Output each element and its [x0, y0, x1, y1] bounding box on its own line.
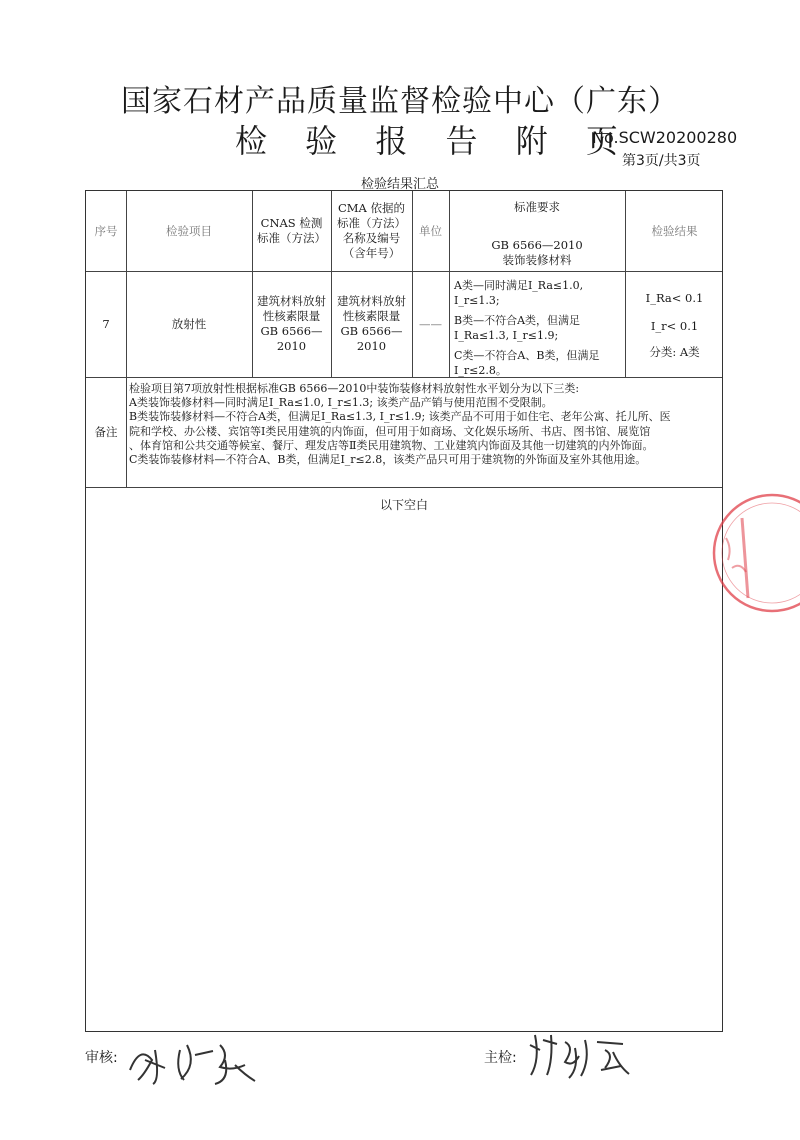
section-title: 检验结果汇总 — [360, 177, 439, 192]
institute-name: 国家石材产品质量监督检验中心（广东） — [121, 84, 679, 119]
row-unit: —— — [419, 316, 442, 331]
row-requirements — [454, 279, 622, 378]
requirement-c: C类—不符合A、B类，但满足I_r≤2.8。 — [454, 349, 600, 377]
header-standard-code: GB 6566—2010 — [491, 237, 583, 252]
row-seq: 7 — [102, 316, 110, 331]
blank-note: 以下空白 — [379, 498, 428, 512]
remarks-text — [129, 382, 719, 467]
remark-line: 检验项目第7项放射性根据标准GB 6566—2010中装饰装修材料放射性水平划分为以下三类: — [129, 382, 580, 395]
reviewer-signature — [125, 1030, 265, 1090]
remarks-divider — [86, 487, 722, 488]
page-title: 检 验 报 告 附 页 — [235, 122, 632, 160]
header-standard-name: 装饰装修材料 — [502, 252, 572, 267]
remark-line: 院和学校、办公楼、宾馆等Ⅰ类民用建筑的内饰面，但可用于如商场、文化娱乐场所、书店、图书馆、展览馆 — [129, 424, 651, 438]
header-cnas: CNAS 检测标准（方法） — [257, 216, 326, 245]
reviewer-label: 审核: — [85, 1050, 118, 1066]
inspector-label: 主检: — [484, 1050, 517, 1066]
header-standard: 标准要求 — [514, 199, 560, 214]
result-ira: I_Ra< 0.1 — [645, 290, 704, 305]
header-cma: CMA 依据的标准（方法）名称及编号（含年号） — [337, 201, 406, 260]
header-item: 检验项目 — [166, 223, 212, 238]
row-cma: 建筑材料放射性核素限量 GB 6566—2010 — [337, 294, 406, 353]
remark-line: A类装饰装修材料—同时满足I_Ra≤1.0, I_r≤1.3; 该类产品产销与使用范围不受限制。 — [129, 396, 553, 410]
header-seq: 序号 — [94, 223, 118, 238]
page-number: 第3页/共3页 — [622, 153, 701, 169]
inspector-signature — [525, 1030, 635, 1090]
result-classification: 分类: A类 — [649, 344, 700, 359]
requirement-b: B类—不符合A类，但满足I_Ra≤1.3, I_r≤1.9; — [454, 314, 581, 342]
results-table — [85, 190, 723, 1032]
remarks-label: 备注 — [94, 424, 118, 439]
remark-line: C类装饰装修材料—不符合A、B类，但满足I_r≤2.8，该类产品只可用于建筑物的外饰面及室外其他用途。 — [129, 453, 647, 467]
result-ir: I_r< 0.1 — [650, 318, 699, 333]
remark-line: 、体育馆和公共交通等候室、餐厅、理发店等Ⅱ类民用建筑物、工业建筑内饰面及其他一切建筑的内外饰面。 — [129, 438, 654, 452]
requirement-a: A类—同时满足I_Ra≤1.0, I_r≤1.3; — [454, 279, 584, 307]
row-cnas: 建筑材料放射性核素限量 GB 6566—2010 — [257, 294, 326, 353]
official-seal — [712, 478, 800, 628]
row-item: 放射性 — [171, 316, 207, 331]
header-result: 检验结果 — [651, 223, 698, 238]
report-number: No.SCW20200280 — [592, 128, 738, 147]
row-divider — [86, 377, 722, 378]
header-unit: 单位 — [419, 223, 442, 238]
remark-line: B类装饰装修材料—不符合A类，但满足I_Ra≤1.3, I_r≤1.9; 该类产品不可用于如住宅、老年公寓、托儿所、医 — [129, 410, 671, 424]
